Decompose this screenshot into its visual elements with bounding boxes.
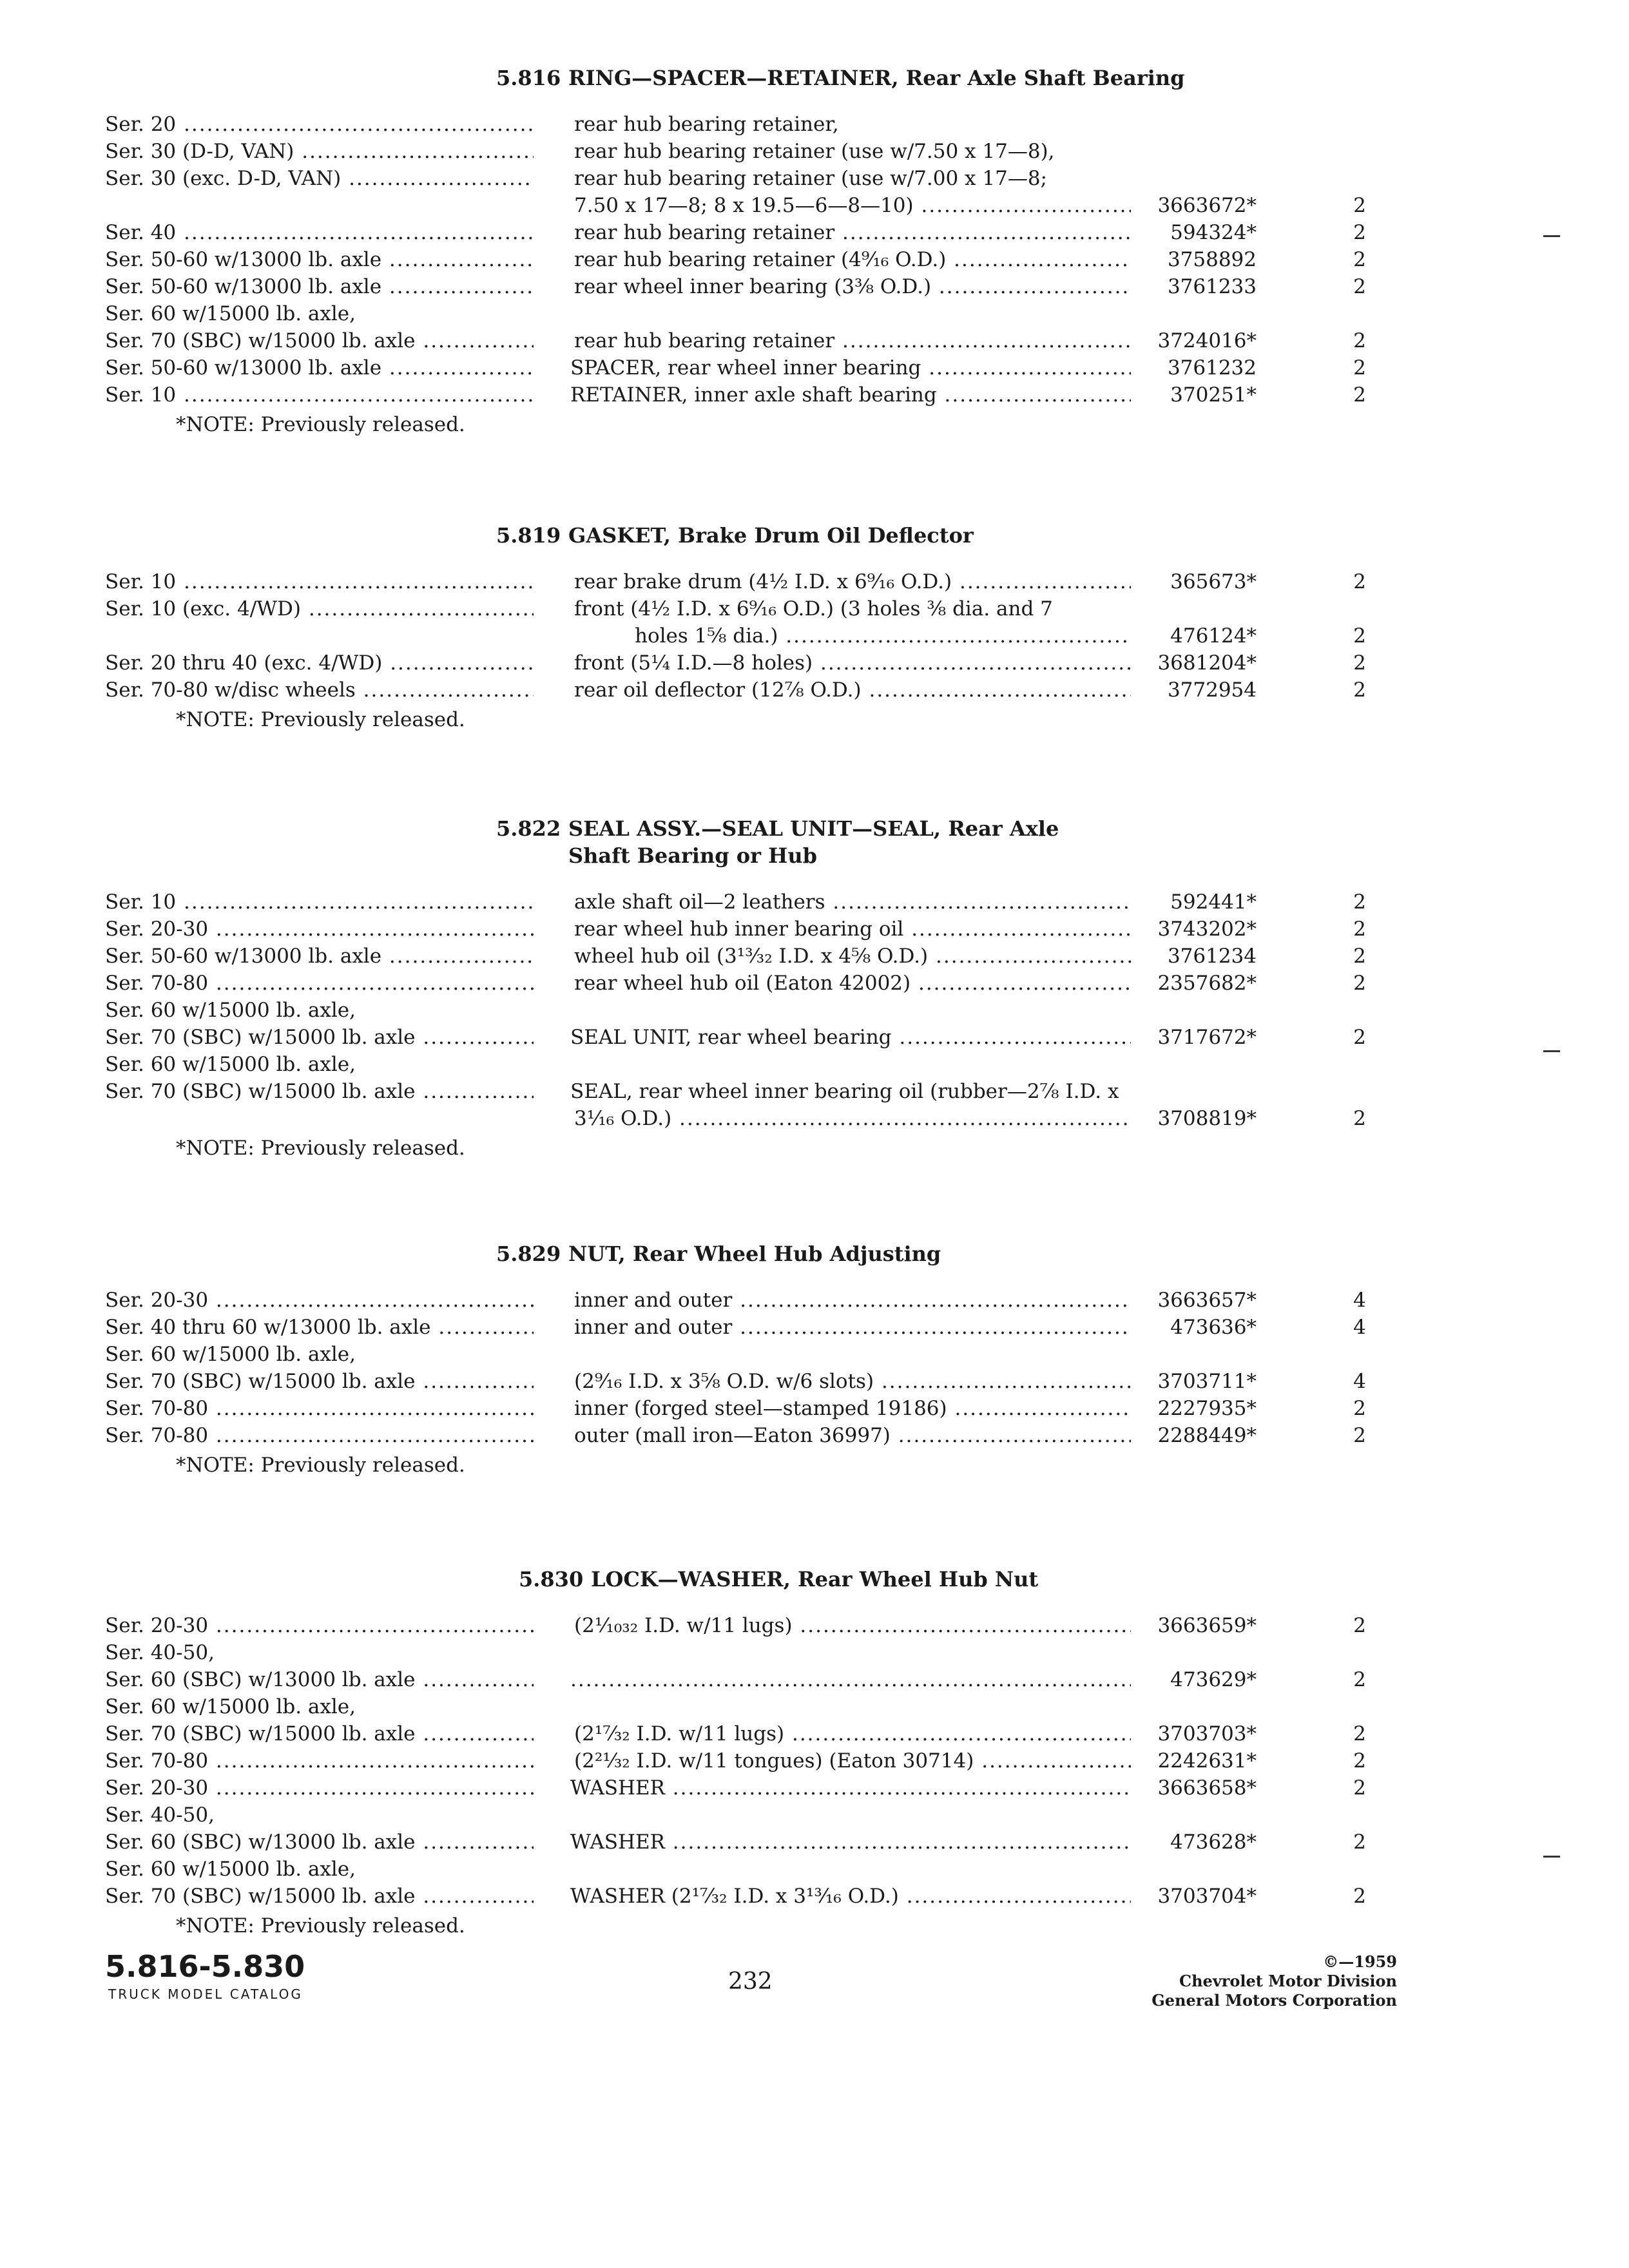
part-number: 2242631*	[1131, 1747, 1257, 1774]
description-text: rear hub bearing retainer (use w/7.50 x 17—8),	[574, 140, 1055, 163]
parts-table	[0, 111, 1629, 408]
series-cell	[105, 1666, 534, 1693]
description-text: rear brake drum (4½ I.D. x 6⁹⁄₁₆ O.D.) .....	[574, 570, 1135, 593]
series-cell	[105, 1883, 534, 1910]
series-cell	[105, 1341, 534, 1368]
margin-mark	[1543, 1050, 1560, 1052]
description-text: front (4½ I.D. x 6⁹⁄₁₆ O.D.) (3 holes ³⁄₈ dia. and 7	[574, 597, 1053, 620]
series-cell	[105, 1829, 534, 1856]
series-cell	[105, 1368, 534, 1395]
series-text: Ser. 20-30 .....	[105, 1776, 534, 1800]
section-heading	[496, 1240, 1269, 1267]
part-number: 3663657*	[1131, 1287, 1257, 1314]
table-row	[0, 219, 1629, 246]
table-row	[0, 916, 1629, 943]
table-row	[0, 1395, 1629, 1422]
series-text: Ser. 60 w/15000 lb. axle,	[105, 1695, 356, 1718]
section-title-continued: Shaft Bearing or Hub	[568, 843, 817, 868]
description-text: inner and outer .....	[574, 1316, 1135, 1339]
table-row	[0, 970, 1629, 997]
quantity: 2	[1353, 1397, 1366, 1420]
section-number: 5.819	[496, 523, 561, 548]
footer-copyright: ©—1959	[1323, 1952, 1397, 1971]
series-text: Ser. 30 (D-D, VAN) .....	[105, 140, 534, 163]
section-number: 5.822	[496, 816, 561, 841]
description-cell	[570, 1078, 1131, 1105]
table-row	[0, 1829, 1629, 1856]
series-cell	[105, 1612, 534, 1639]
quantity: 2	[1353, 1749, 1366, 1773]
series-text: Ser. 70-80 .....	[105, 1397, 534, 1420]
description-cell	[570, 1368, 1135, 1395]
table-row	[0, 138, 1629, 165]
series-text: Ser. 20-30 .....	[105, 1289, 534, 1312]
series-cell	[105, 1639, 534, 1666]
series-cell	[105, 1078, 534, 1105]
quantity: 2	[1353, 651, 1366, 675]
series-cell	[105, 649, 534, 677]
part-number: 3724016*	[1131, 327, 1257, 354]
description-cell	[570, 889, 1135, 916]
description-text: axle shaft oil—2 leathers .....	[574, 890, 1135, 914]
series-cell	[105, 327, 534, 354]
series-cell	[105, 300, 534, 327]
quantity: 2	[1353, 1722, 1366, 1745]
series-text: Ser. 40-50,	[105, 1641, 215, 1664]
description-cell	[570, 943, 1135, 970]
series-cell	[105, 677, 534, 704]
table-row	[0, 1747, 1629, 1774]
series-cell	[105, 1774, 534, 1802]
series-text: Ser. 70-80 .....	[105, 972, 534, 995]
table-row	[0, 246, 1629, 273]
series-text: Ser. 60 (SBC) w/13000 lb. axle .....	[105, 1831, 534, 1854]
part-number: 365673*	[1131, 568, 1257, 595]
series-cell	[105, 1693, 534, 1720]
description-cell	[570, 1666, 1131, 1693]
part-number: 370251*	[1131, 381, 1257, 408]
section-number: 5.816	[496, 66, 561, 90]
table-row	[0, 943, 1629, 970]
series-text: Ser. 70 (SBC) w/15000 lb. axle .....	[105, 1080, 534, 1103]
table-row	[0, 677, 1629, 704]
description-cell	[570, 1829, 1131, 1856]
series-cell	[105, 138, 534, 165]
description-cell	[570, 381, 1131, 408]
series-text: Ser. 50-60 w/13000 lb. axle .....	[105, 356, 534, 380]
description-text	[570, 1668, 1131, 1691]
part-number: 2357682*	[1131, 970, 1257, 997]
description-text: (2⅒₃₂ I.D. w/11 lugs) .....	[574, 1614, 1135, 1637]
table-row	[0, 1341, 1629, 1368]
quantity: 2	[1353, 194, 1366, 217]
part-number: 3743202*	[1131, 916, 1257, 943]
description-cell	[570, 1612, 1135, 1639]
series-text: Ser. 50-60 w/13000 lb. axle .....	[105, 945, 534, 968]
table-row	[0, 1612, 1629, 1639]
quantity: 2	[1353, 1831, 1366, 1854]
description-text: (2¹⁷⁄₃₂ I.D. w/11 lugs) .....	[574, 1722, 1135, 1745]
section-title: GASKET, Brake Drum Oil Deflector	[568, 523, 974, 548]
table-row	[0, 273, 1629, 300]
table-row	[0, 1078, 1629, 1105]
description-cell	[570, 1314, 1135, 1341]
description-text: rear wheel hub inner bearing oil .....	[574, 918, 1135, 941]
series-cell	[105, 246, 534, 273]
part-number: 3761234	[1131, 943, 1257, 970]
series-cell	[105, 1395, 534, 1422]
description-cell	[570, 622, 1195, 649]
description-cell	[570, 1774, 1131, 1802]
footer-section-code: 5.816-5.830	[105, 1949, 305, 1984]
description-text: SEAL, rear wheel inner bearing oil (rubber—2⅞ I.D. x	[570, 1080, 1119, 1103]
part-number: 3761233	[1131, 273, 1257, 300]
quantity: 2	[1353, 329, 1366, 352]
parts-table	[0, 889, 1629, 1132]
part-number: 3663659*	[1131, 1612, 1257, 1639]
description-cell	[570, 970, 1135, 997]
section-heading	[496, 522, 1269, 549]
table-row	[0, 300, 1629, 327]
description-cell	[570, 273, 1135, 300]
table-row	[0, 1666, 1629, 1693]
series-text: Ser. 70 (SBC) w/15000 lb. axle .....	[105, 329, 534, 352]
quantity: 2	[1353, 570, 1366, 593]
part-number: 3703704*	[1131, 1883, 1257, 1910]
description-text: WASHER (2¹⁷⁄₃₂ I.D. x 3¹³⁄₁₆ O.D.) .....	[570, 1885, 1131, 1908]
series-text: Ser. 30 (exc. D-D, VAN) .....	[105, 167, 534, 190]
series-text: Ser. 70-80 .....	[105, 1424, 534, 1447]
series-cell	[105, 997, 534, 1024]
description-cell	[570, 192, 1135, 219]
table-row	[0, 1051, 1629, 1078]
series-text: Ser. 40 .....	[105, 221, 534, 244]
series-text: Ser. 70 (SBC) w/15000 lb. axle .....	[105, 1885, 534, 1908]
description-cell	[570, 1395, 1135, 1422]
series-text: Ser. 40-50,	[105, 1803, 215, 1827]
series-cell	[105, 1314, 534, 1341]
series-cell	[105, 1287, 534, 1314]
part-number: 473629*	[1131, 1666, 1257, 1693]
part-number: 2288449*	[1131, 1422, 1257, 1449]
quantity: 4	[1353, 1289, 1366, 1312]
description-text: 7.50 x 17—8; 8 x 19.5—6—8—10) .....	[574, 194, 1135, 217]
series-text: Ser. 60 w/15000 lb. axle,	[105, 999, 356, 1022]
table-row	[0, 1774, 1629, 1802]
description-cell	[570, 677, 1135, 704]
quantity: 2	[1353, 221, 1366, 244]
description-cell	[570, 1287, 1135, 1314]
table-row	[0, 1287, 1629, 1314]
part-number: 3703703*	[1131, 1720, 1257, 1747]
series-text: Ser. 50-60 w/13000 lb. axle .....	[105, 248, 534, 271]
description-text: outer (mall iron—Eaton 36997) .....	[574, 1424, 1135, 1447]
description-text: front (5¼ I.D.—8 holes) .....	[574, 651, 1135, 675]
part-number: 3663672*	[1131, 192, 1257, 219]
description-cell	[570, 1105, 1135, 1132]
series-cell	[105, 1720, 534, 1747]
part-number: 3758892	[1131, 246, 1257, 273]
description-text: rear hub bearing retainer,	[574, 113, 839, 136]
section-heading	[519, 1566, 1292, 1593]
description-cell	[570, 165, 1135, 192]
series-cell	[105, 1856, 534, 1883]
section-title: RING—SPACER—RETAINER, Rear Axle Shaft Bearing	[568, 66, 1185, 90]
series-text: Ser. 60 w/15000 lb. axle,	[105, 1053, 356, 1076]
section-heading	[496, 815, 1269, 869]
part-number: 2227935*	[1131, 1395, 1257, 1422]
description-text: rear wheel hub oil (Eaton 42002) .....	[574, 972, 1135, 995]
footer-publisher	[1152, 1952, 1397, 2010]
footer-catalog-name: TRUCK MODEL CATALOG	[108, 1986, 303, 2002]
section-title: SEAL ASSY.—SEAL UNIT—SEAL, Rear Axle	[568, 816, 1059, 841]
description-cell	[570, 219, 1135, 246]
page-number: 232	[728, 1968, 773, 1995]
quantity: 2	[1353, 972, 1366, 995]
section-note: *NOTE: Previously released.	[176, 1454, 465, 1477]
table-row	[0, 997, 1629, 1024]
table-row	[0, 381, 1629, 408]
series-cell	[105, 165, 534, 192]
parts-table	[0, 568, 1629, 704]
table-row	[0, 1802, 1629, 1829]
quantity: 2	[1353, 1026, 1366, 1049]
part-number: 476124*	[1131, 622, 1257, 649]
margin-mark	[1543, 235, 1560, 237]
series-cell	[105, 916, 534, 943]
series-cell	[105, 1747, 534, 1774]
series-cell	[105, 1422, 534, 1449]
series-cell	[105, 381, 534, 408]
description-cell	[570, 111, 1135, 138]
description-cell	[570, 595, 1135, 622]
description-cell	[570, 138, 1135, 165]
description-text: rear hub bearing retainer (4⁹⁄₁₆ O.D.) .....	[574, 248, 1135, 271]
series-text: Ser. 50-60 w/13000 lb. axle .....	[105, 275, 534, 298]
table-row	[0, 111, 1629, 138]
section-title: NUT, Rear Wheel Hub Adjusting	[568, 1242, 941, 1266]
table-row	[0, 192, 1629, 219]
part-number: 3708819*	[1131, 1105, 1257, 1132]
table-row	[0, 165, 1629, 192]
series-cell	[105, 889, 534, 916]
part-number: 3717672*	[1131, 1024, 1257, 1051]
quantity: 2	[1353, 275, 1366, 298]
description-text: WASHER .....	[570, 1776, 1131, 1800]
description-text: SPACER, rear wheel inner bearing .....	[570, 356, 1131, 380]
description-text: (2²¹⁄₃₂ I.D. w/11 tongues) (Eaton 30714) .....	[574, 1749, 1135, 1773]
description-text: inner (forged steel—stamped 19186) .....	[574, 1397, 1135, 1420]
table-row	[0, 1856, 1629, 1883]
quantity: 2	[1353, 1668, 1366, 1691]
description-cell	[570, 354, 1131, 381]
description-text: holes 1⁵⁄₈ dia.) .....	[635, 624, 1195, 648]
quantity: 2	[1353, 624, 1366, 648]
series-cell	[105, 1024, 534, 1051]
table-row	[0, 595, 1629, 622]
table-row	[0, 622, 1629, 649]
series-text: Ser. 20-30 .....	[105, 1614, 534, 1637]
series-text: Ser. 20-30 .....	[105, 918, 534, 941]
description-text: 3¹⁄₁₆ O.D.) .....	[574, 1107, 1135, 1130]
parts-table	[0, 1287, 1629, 1449]
quantity: 4	[1353, 1316, 1366, 1339]
footer-corporation: General Motors Corporation	[1152, 1991, 1397, 2010]
description-cell	[570, 1422, 1135, 1449]
section-note: *NOTE: Previously released.	[176, 413, 465, 436]
part-number: 473628*	[1131, 1829, 1257, 1856]
series-cell	[105, 219, 534, 246]
description-cell	[570, 1747, 1135, 1774]
part-number: 3761232	[1131, 354, 1257, 381]
table-row	[0, 1024, 1629, 1051]
margin-mark	[1543, 1856, 1560, 1858]
description-cell	[570, 1024, 1131, 1051]
series-text: Ser. 20 .....	[105, 113, 534, 136]
part-number: 3772954	[1131, 677, 1257, 704]
table-row	[0, 649, 1629, 677]
table-row	[0, 1422, 1629, 1449]
section-number: 5.829	[496, 1242, 561, 1266]
series-cell	[105, 354, 534, 381]
table-row	[0, 1314, 1629, 1341]
part-number: 594324*	[1131, 219, 1257, 246]
series-text: Ser. 60 w/15000 lb. axle,	[105, 302, 356, 325]
quantity: 2	[1353, 356, 1366, 380]
quantity: 2	[1353, 918, 1366, 941]
section-note: *NOTE: Previously released.	[176, 708, 465, 731]
quantity: 2	[1353, 890, 1366, 914]
series-text: Ser. 70 (SBC) w/15000 lb. axle .....	[105, 1370, 534, 1393]
description-cell	[570, 246, 1135, 273]
quantity: 2	[1353, 1424, 1366, 1447]
table-row	[0, 1639, 1629, 1666]
table-row	[0, 1368, 1629, 1395]
description-cell	[570, 1883, 1131, 1910]
parts-table	[0, 1612, 1629, 1910]
table-row	[0, 889, 1629, 916]
description-cell	[570, 1720, 1135, 1747]
series-text: Ser. 60 (SBC) w/13000 lb. axle .....	[105, 1668, 534, 1691]
part-number: 3663658*	[1131, 1774, 1257, 1802]
series-cell	[105, 970, 534, 997]
series-text: Ser. 10 .....	[105, 570, 534, 593]
series-text: Ser. 40 thru 60 w/13000 lb. axle .....	[105, 1316, 534, 1339]
description-cell	[570, 568, 1135, 595]
series-cell	[105, 595, 534, 622]
series-cell	[105, 273, 534, 300]
description-text: (2⁹⁄₁₆ I.D. x 3⁵⁄₈ O.D. w/6 slots) .....	[574, 1370, 1135, 1393]
description-cell	[570, 327, 1135, 354]
series-text: Ser. 20 thru 40 (exc. 4/WD) .....	[105, 651, 534, 675]
description-text: RETAINER, inner axle shaft bearing .....	[570, 383, 1131, 407]
quantity: 2	[1353, 1614, 1366, 1637]
series-cell	[105, 1051, 534, 1078]
quantity: 2	[1353, 945, 1366, 968]
description-cell	[570, 649, 1135, 677]
section-note: *NOTE: Previously released.	[176, 1137, 465, 1160]
series-text: Ser. 10 (exc. 4/WD) .....	[105, 597, 534, 620]
series-text: Ser. 60 w/15000 lb. axle,	[105, 1343, 356, 1366]
description-text: WASHER .....	[570, 1831, 1131, 1854]
part-number: 3681204*	[1131, 649, 1257, 677]
description-text: rear hub bearing retainer .....	[574, 329, 1135, 352]
series-text: Ser. 70 (SBC) w/15000 lb. axle .....	[105, 1026, 534, 1049]
series-text: Ser. 10 .....	[105, 890, 534, 914]
table-row	[0, 568, 1629, 595]
series-text: Ser. 60 w/15000 lb. axle,	[105, 1858, 356, 1881]
quantity: 2	[1353, 383, 1366, 407]
quantity: 2	[1353, 1776, 1366, 1800]
table-row	[0, 327, 1629, 354]
series-text: Ser. 70-80 .....	[105, 1749, 534, 1773]
table-row	[0, 354, 1629, 381]
quantity: 2	[1353, 248, 1366, 271]
table-row	[0, 1693, 1629, 1720]
series-cell	[105, 1802, 534, 1829]
section-heading	[496, 64, 1269, 91]
description-cell	[570, 916, 1135, 943]
description-text: rear wheel inner bearing (3³⁄₈ O.D.) .....	[574, 275, 1135, 298]
section-number: 5.830	[519, 1567, 584, 1591]
series-cell	[105, 568, 534, 595]
description-text: rear hub bearing retainer (use w/7.00 x 17—8;	[574, 167, 1047, 190]
description-text: SEAL UNIT, rear wheel bearing .....	[570, 1026, 1131, 1049]
series-cell	[105, 111, 534, 138]
table-row	[0, 1883, 1629, 1910]
section-title: LOCK—WASHER, Rear Wheel Hub Nut	[591, 1567, 1039, 1591]
description-text: inner and outer .....	[574, 1289, 1135, 1312]
part-number: 592441*	[1131, 889, 1257, 916]
description-text: rear hub bearing retainer .....	[574, 221, 1135, 244]
part-number: 473636*	[1131, 1314, 1257, 1341]
footer-division: Chevrolet Motor Division	[1179, 1972, 1397, 1990]
table-row	[0, 1720, 1629, 1747]
table-row	[0, 1105, 1629, 1132]
quantity: 2	[1353, 1885, 1366, 1908]
quantity: 2	[1353, 1107, 1366, 1130]
series-text: Ser. 70-80 w/disc wheels .....	[105, 678, 534, 702]
quantity: 4	[1353, 1370, 1366, 1393]
series-text: Ser. 70 (SBC) w/15000 lb. axle .....	[105, 1722, 534, 1745]
description-text: rear oil deflector (12⁷⁄₈ O.D.) .....	[574, 678, 1135, 702]
series-cell	[105, 943, 534, 970]
quantity: 2	[1353, 678, 1366, 702]
series-text: Ser. 10 .....	[105, 383, 534, 407]
description-text: wheel hub oil (3¹³⁄₃₂ I.D. x 4⁵⁄₈ O.D.) .....	[574, 945, 1135, 968]
part-number: 3703711*	[1131, 1368, 1257, 1395]
section-note: *NOTE: Previously released.	[176, 1914, 465, 1937]
